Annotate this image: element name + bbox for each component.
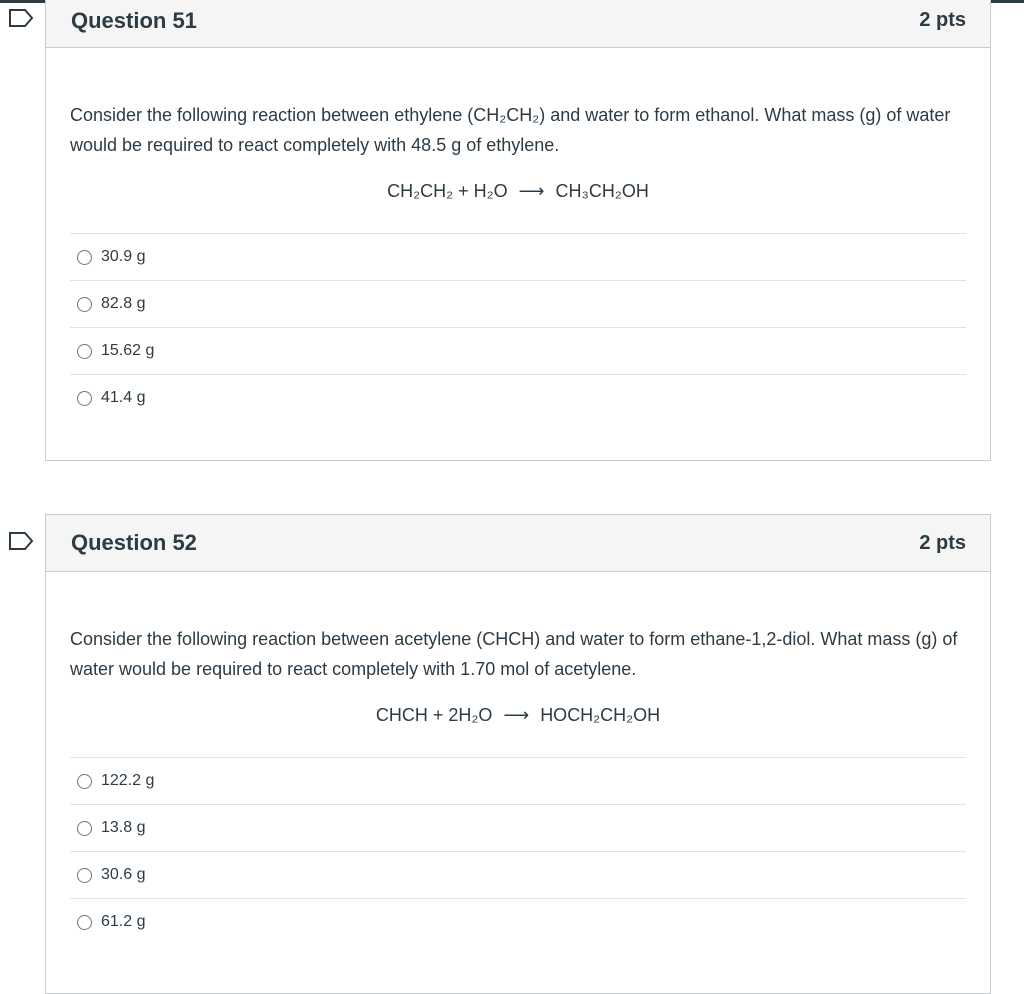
answer-option[interactable] — [70, 758, 966, 805]
equation-reactants: CH₂CH₂ + H₂O — [387, 181, 508, 201]
answer-list — [70, 757, 966, 945]
answer-label[interactable]: 61.2 g — [101, 913, 146, 930]
answer-label[interactable]: 82.8 g — [101, 295, 146, 312]
radio-button[interactable] — [77, 774, 92, 789]
reaction-arrow-icon: ⟶ — [518, 181, 545, 201]
question-52-card — [45, 514, 991, 994]
flag-question-icon[interactable] — [8, 531, 34, 551]
radio-button[interactable] — [77, 297, 92, 312]
radio-button[interactable] — [77, 915, 92, 930]
answer-label[interactable]: 30.9 g — [101, 248, 146, 265]
equation-products: CH₃CH₂OH — [555, 181, 649, 201]
question-text: Consider the following reaction between acetylene (CHCH) and water to form ethane-1,2-diol. What mass (g) of water would be required to react completely with 1.70 mol of acetylene. — [70, 629, 958, 679]
answer-label[interactable]: 30.6 g — [101, 866, 146, 883]
radio-button[interactable] — [77, 391, 92, 406]
answer-option[interactable] — [70, 281, 966, 328]
flag-question-icon[interactable] — [8, 8, 34, 28]
radio-button[interactable] — [77, 821, 92, 836]
question-text: Consider the following reaction between ethylene (CH₂CH₂) and water to form ethanol. What mass (g) of water would be required to react completely with 48.5 g of ethylene. — [70, 105, 951, 155]
answer-label[interactable]: 13.8 g — [101, 819, 146, 836]
question-points: 2 pts — [919, 9, 966, 31]
question-header — [46, 515, 990, 572]
question-51-card — [45, 0, 991, 461]
reaction-equation — [70, 700, 966, 730]
reaction-equation — [70, 176, 966, 206]
answer-option[interactable] — [70, 852, 966, 899]
equation-reactants: CHCH + 2H₂O — [375, 705, 493, 725]
answer-label[interactable]: 122.2 g — [101, 772, 155, 789]
answer-label[interactable]: 41.4 g — [101, 389, 146, 406]
answer-option[interactable] — [70, 234, 966, 281]
question-points: 2 pts — [919, 532, 966, 554]
radio-button[interactable] — [77, 868, 92, 883]
equation-products: HOCH₂CH₂OH — [540, 705, 661, 725]
answer-option[interactable] — [70, 805, 966, 852]
question-header — [46, 0, 990, 48]
question-title: Question 52 — [71, 530, 197, 555]
answer-option[interactable] — [70, 328, 966, 375]
answer-label[interactable]: 15.62 g — [101, 342, 155, 359]
radio-button[interactable] — [77, 250, 92, 265]
answer-option[interactable] — [70, 375, 966, 421]
question-body — [46, 572, 990, 945]
answer-list — [70, 233, 966, 421]
question-title: Question 51 — [71, 8, 197, 33]
question-body — [46, 48, 990, 421]
radio-button[interactable] — [77, 344, 92, 359]
reaction-arrow-icon: ⟶ — [503, 705, 530, 725]
answer-option[interactable] — [70, 899, 966, 945]
